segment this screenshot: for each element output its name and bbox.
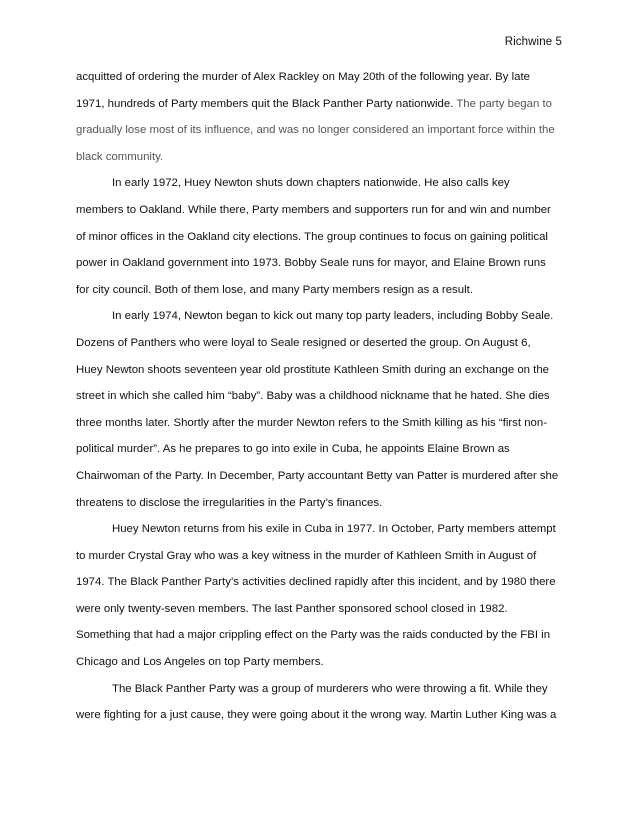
paragraph-5 — [76, 676, 564, 729]
text-line: 1971, hundreds of Party members quit the Black Panther Party nationwide. — [76, 97, 454, 110]
text-line: The party began to — [453, 97, 552, 110]
text-line: Something that had a major crippling effect on the Party was the raids conducted by the FBI in — [76, 629, 551, 642]
text-line: acquitted of ordering the murder of Alex Rackley on May 20th of the following year. By late — [76, 71, 530, 83]
text-line: black community. — [76, 150, 164, 163]
text-line: Chairwoman of the Party. In December, Party accountant Betty van Patter is murdered after she — [76, 469, 559, 482]
document-body — [76, 64, 564, 729]
text-line: for city council. Both of them lose, and many Party members resign as a result. — [76, 283, 473, 296]
paragraph-2 — [76, 170, 564, 303]
text-line: Huey Newton returns from his exile in Cuba in 1977. In October, Party members attempt — [112, 523, 556, 536]
running-head: Richwine 5 — [504, 36, 562, 48]
text-line: were only twenty-seven members. The last Panther sponsored school closed in 1982. — [76, 602, 508, 615]
text-line: street in which she called him “baby”. Baby was a childhood nickname that he hated. She dies — [76, 390, 550, 403]
text-line: political murder”. As he prepares to go into exile in Cuba, he appoints Elaine Brown as — [76, 443, 510, 456]
text-line: to murder Crystal Gray who was a key witness in the murder of Kathleen Smith in August of — [76, 549, 537, 562]
paragraph-1 — [76, 64, 564, 170]
text-line: Dozens of Panthers who were loyal to Seale resigned or deserted the group. On August 6, — [76, 336, 531, 349]
paragraph-4 — [76, 516, 564, 676]
text-line: of minor offices in the Oakland city elections. The group continues to focus on gaining political — [76, 230, 548, 243]
text-line: three months later. Shortly after the murder Newton refers to the Smith killing as his “first non- — [76, 416, 548, 429]
text-line: were fighting for a just cause, they were going about it the wrong way. Martin Luther King was a — [76, 709, 557, 722]
text-line: Chicago and Los Angeles on top Party members. — [76, 656, 324, 669]
text-line: Huey Newton shoots seventeen year old prostitute Kathleen Smith during an exchange on the — [76, 363, 550, 376]
text-line: In early 1974, Newton began to kick out many top party leaders, including Bobby Seale. — [112, 310, 554, 323]
text-line: The Black Panther Party was a group of murderers who were throwing a fit. While they — [112, 682, 548, 695]
text-line: gradually lose most of its influence, and was no longer considered an important force within the — [76, 124, 555, 137]
text-line: 1974. The Black Panther Party’s activities declined rapidly after this incident, and by 1980 there — [76, 576, 556, 589]
paragraph-3 — [76, 303, 564, 516]
text-line: power in Oakland government into 1973. Bobby Seale runs for mayor, and Elaine Brown runs — [76, 257, 546, 270]
text-line: threatens to disclose the irregularities in the Party’s finances. — [76, 496, 383, 509]
text-line: members to Oakland. While there, Party members and supporters run for and win and number — [76, 203, 551, 216]
text-line: In early 1972, Huey Newton shuts down chapters nationwide. He also calls key — [112, 177, 510, 190]
